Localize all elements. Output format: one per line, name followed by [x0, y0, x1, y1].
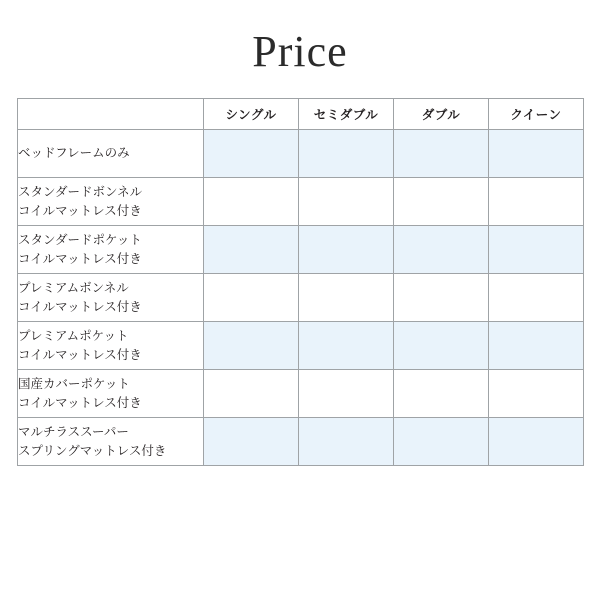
row-label-line1: 国産カバーポケット: [18, 376, 130, 391]
row-label: [18, 370, 204, 418]
price-table-container: [17, 98, 583, 466]
row-label-line1: スタンダードボンネル: [18, 184, 143, 199]
price-cell: [299, 274, 394, 322]
row-label-line1: プレミアムボンネル: [18, 280, 129, 295]
price-cell: [394, 274, 489, 322]
column-header-single: シングル: [204, 99, 299, 130]
row-label: [18, 226, 204, 274]
row-label: [18, 322, 204, 370]
table-row: [18, 130, 584, 178]
price-cell: [394, 178, 489, 226]
row-label-line1: スタンダードポケット: [18, 232, 142, 247]
price-cell: [299, 178, 394, 226]
price-cell: [394, 322, 489, 370]
row-label-line2: コイルマットレス付き: [18, 203, 142, 218]
row-label-line2: コイルマットレス付き: [18, 347, 142, 362]
price-cell: [204, 274, 299, 322]
column-header-queen: クイーン: [489, 99, 584, 130]
price-cell: [489, 130, 584, 178]
row-label-line2: コイルマットレス付き: [18, 299, 142, 314]
price-cell: [394, 418, 489, 466]
table-row: [18, 370, 584, 418]
price-cell: [204, 322, 299, 370]
column-header-double: ダブル: [394, 99, 489, 130]
row-label-line1: プレミアムポケット: [18, 328, 129, 343]
price-cell: [299, 322, 394, 370]
row-label-line2: コイルマットレス付き: [18, 251, 142, 266]
row-label: [18, 418, 204, 466]
price-cell: [489, 418, 584, 466]
page-title: Price: [252, 27, 348, 76]
table-header-row: [18, 99, 584, 130]
price-cell: [204, 178, 299, 226]
price-cell: [299, 226, 394, 274]
price-cell: [204, 370, 299, 418]
row-label: [18, 274, 204, 322]
price-cell: [299, 370, 394, 418]
price-cell: [489, 370, 584, 418]
price-cell: [394, 370, 489, 418]
row-label: [18, 178, 204, 226]
table-row: [18, 274, 584, 322]
price-cell: [489, 274, 584, 322]
price-cell: [204, 418, 299, 466]
row-label-line2: コイルマットレス付き: [18, 395, 142, 410]
table-row: [18, 322, 584, 370]
row-label-line2: スプリングマットレス付き: [18, 443, 167, 458]
row-label-line1: マルチラススーパー: [18, 424, 129, 439]
price-cell: [299, 130, 394, 178]
price-cell: [489, 322, 584, 370]
price-cell: [489, 226, 584, 274]
row-label: [18, 130, 204, 178]
table-row: [18, 226, 584, 274]
table-corner-header: [18, 99, 204, 130]
table-row: [18, 178, 584, 226]
price-cell: [394, 130, 489, 178]
column-header-semidouble: セミダブル: [299, 99, 394, 130]
price-table: [17, 98, 584, 466]
price-cell: [204, 130, 299, 178]
price-cell: [489, 178, 584, 226]
price-cell: [204, 226, 299, 274]
table-row: [18, 418, 584, 466]
price-cell: [299, 418, 394, 466]
row-label-line1: ベッドフレームのみ: [18, 146, 130, 161]
price-cell: [394, 226, 489, 274]
